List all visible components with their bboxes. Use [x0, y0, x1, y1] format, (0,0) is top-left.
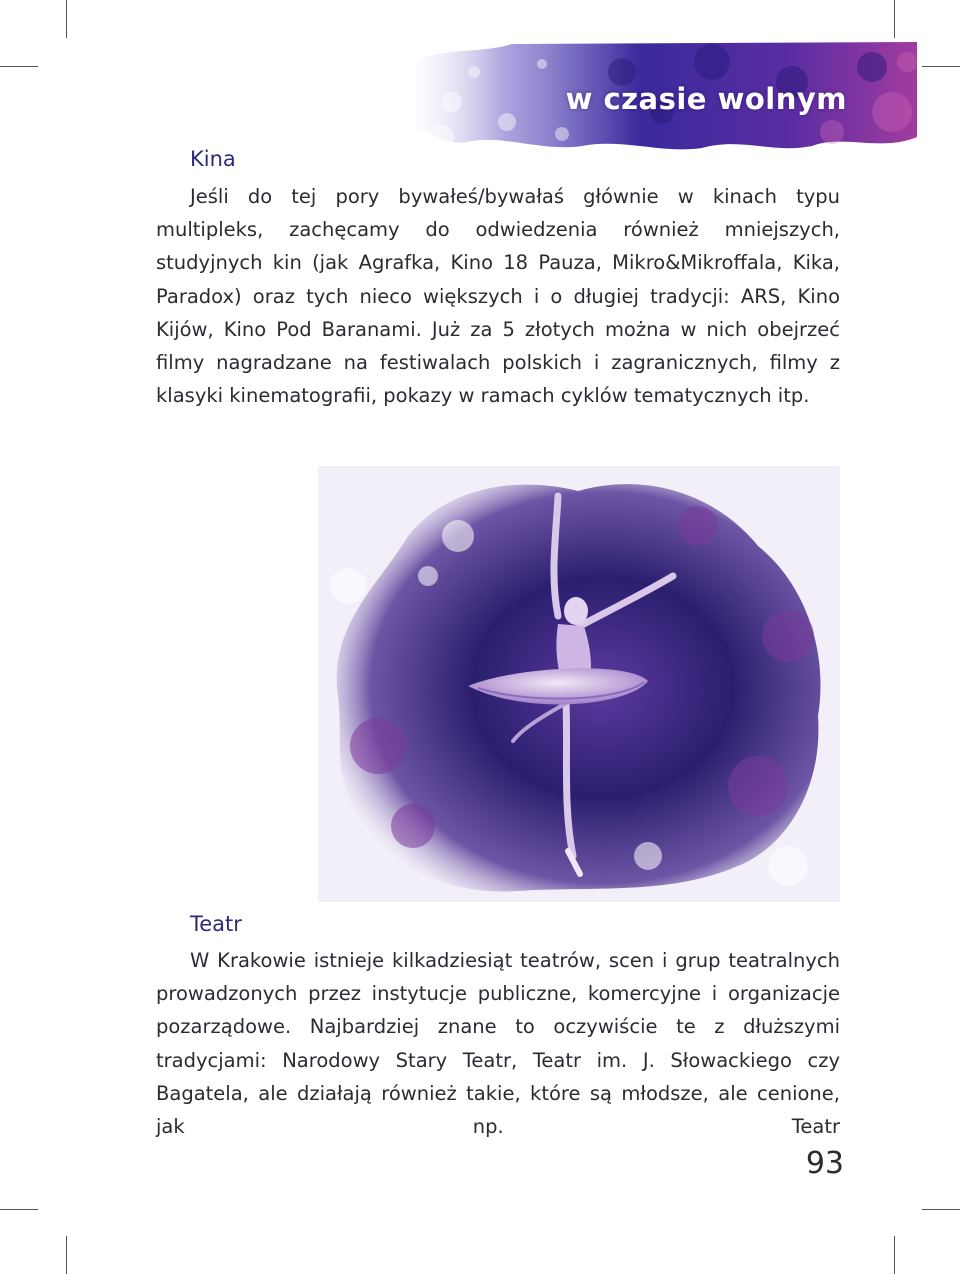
crop-mark [922, 66, 960, 67]
crop-mark [894, 0, 895, 38]
ballerina-illustration [318, 466, 840, 902]
crop-mark [66, 0, 67, 38]
section-banner [412, 42, 917, 154]
section-text-teatr: W Krakowie istnieje kilkadziesiąt teatrów, scen i grup teatralnych prowadzonych przez instytucje publiczne, komercyjne i organizacje pozarządowe. Najbardziej znane to oczywiście te z dłuższymi tradycjami: Narodowy Stary Teatr, Teatr im. J. Słowackiego czy Bagatela, ale działają również takie, które są młodsze, ale cenione, jak np. Teatr [156, 949, 840, 1139]
page-number: 93 [805, 1146, 844, 1181]
crop-mark [66, 1236, 67, 1274]
section-heading-teatr: Teatr [190, 912, 242, 936]
section-text-kina: Jeśli do tej pory bywałeś/bywałaś głównie w kinach typu multipleks, zachęcamy do odwiedzenia również mniejszych, studyjnych kin (jak Agrafka, Kino 18 Pauza, Mikro&Mikroffala, Kika, Paradox) oraz tych nieco większych i o długiej tradycji: ARS, Kino Kijów, Kino Pod Baranami. Już za 5 złotych można w nich obejrzeć filmy nagradzane na festiwalach polskich i zagranicznych, filmy z klasyki kinematografii, pokazy w ramach cyklów tematycznych itp. [156, 185, 840, 408]
crop-mark [894, 1236, 895, 1274]
crop-mark [922, 1209, 960, 1210]
crop-mark [0, 66, 38, 67]
crop-mark [0, 1209, 38, 1210]
section-title: w czasie wolnym [565, 82, 847, 116]
section-heading-kina: Kina [190, 147, 236, 171]
